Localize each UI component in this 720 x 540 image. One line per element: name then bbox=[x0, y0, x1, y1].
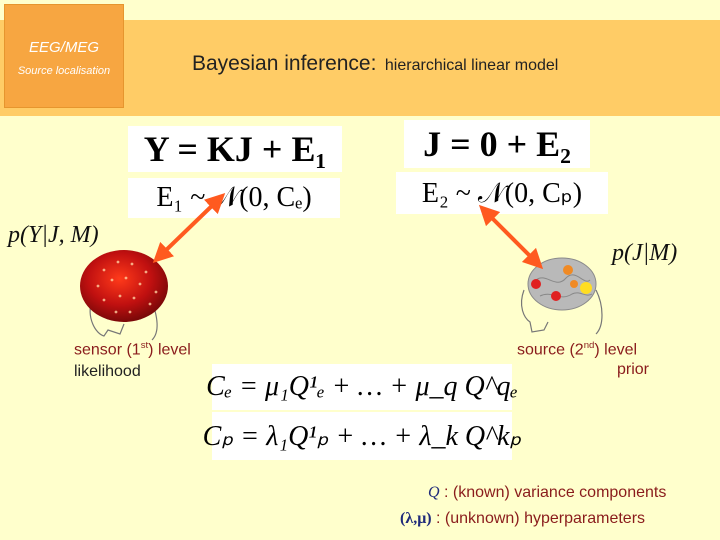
sensor-level-label: sensor (1st) level bbox=[74, 340, 191, 359]
legend-variance-components: Q : (known) variance components bbox=[428, 484, 667, 501]
logo-title: EEG/MEG bbox=[28, 39, 99, 56]
likelihood-arrow bbox=[160, 200, 218, 256]
equation-likelihood-model: Y = KJ + E₁ bbox=[128, 126, 342, 172]
prior-expression: p(J|M) bbox=[612, 240, 678, 266]
equation-error1-dist: E₁ ~ 𝒩(0, Cₑ) bbox=[128, 178, 340, 218]
prior-label: prior bbox=[617, 361, 650, 378]
likelihood-expression: p(Y|J, M) bbox=[8, 222, 99, 248]
equation-sensor-covariance: Cₑ = μ₁Q¹ₑ + … + μ_q Q^qₑ bbox=[212, 364, 512, 410]
equation-source-covariance: Cₚ = λ₁Q¹ₚ + … + λ_k Q^kₚ bbox=[212, 412, 512, 460]
source-level-label: source (2nd) level bbox=[517, 340, 638, 359]
title-main: Bayesian inference: bbox=[192, 52, 377, 75]
equation-prior-model: J = 0 + E₂ bbox=[404, 120, 590, 168]
logo-subtitle: Source localisation bbox=[17, 65, 111, 77]
prior-arrow bbox=[486, 212, 536, 262]
sensor-head-icon bbox=[80, 250, 168, 340]
legend-hyperparameters: (λ,μ) : (unknown) hyperparameters bbox=[400, 510, 646, 527]
source-brain-head-icon bbox=[522, 258, 602, 334]
equation-error2-dist: E₂ ~ 𝒩(0, Cₚ) bbox=[396, 172, 608, 214]
title-sub: hierarchical linear model bbox=[384, 57, 559, 74]
likelihood-label: likelihood bbox=[74, 363, 141, 380]
